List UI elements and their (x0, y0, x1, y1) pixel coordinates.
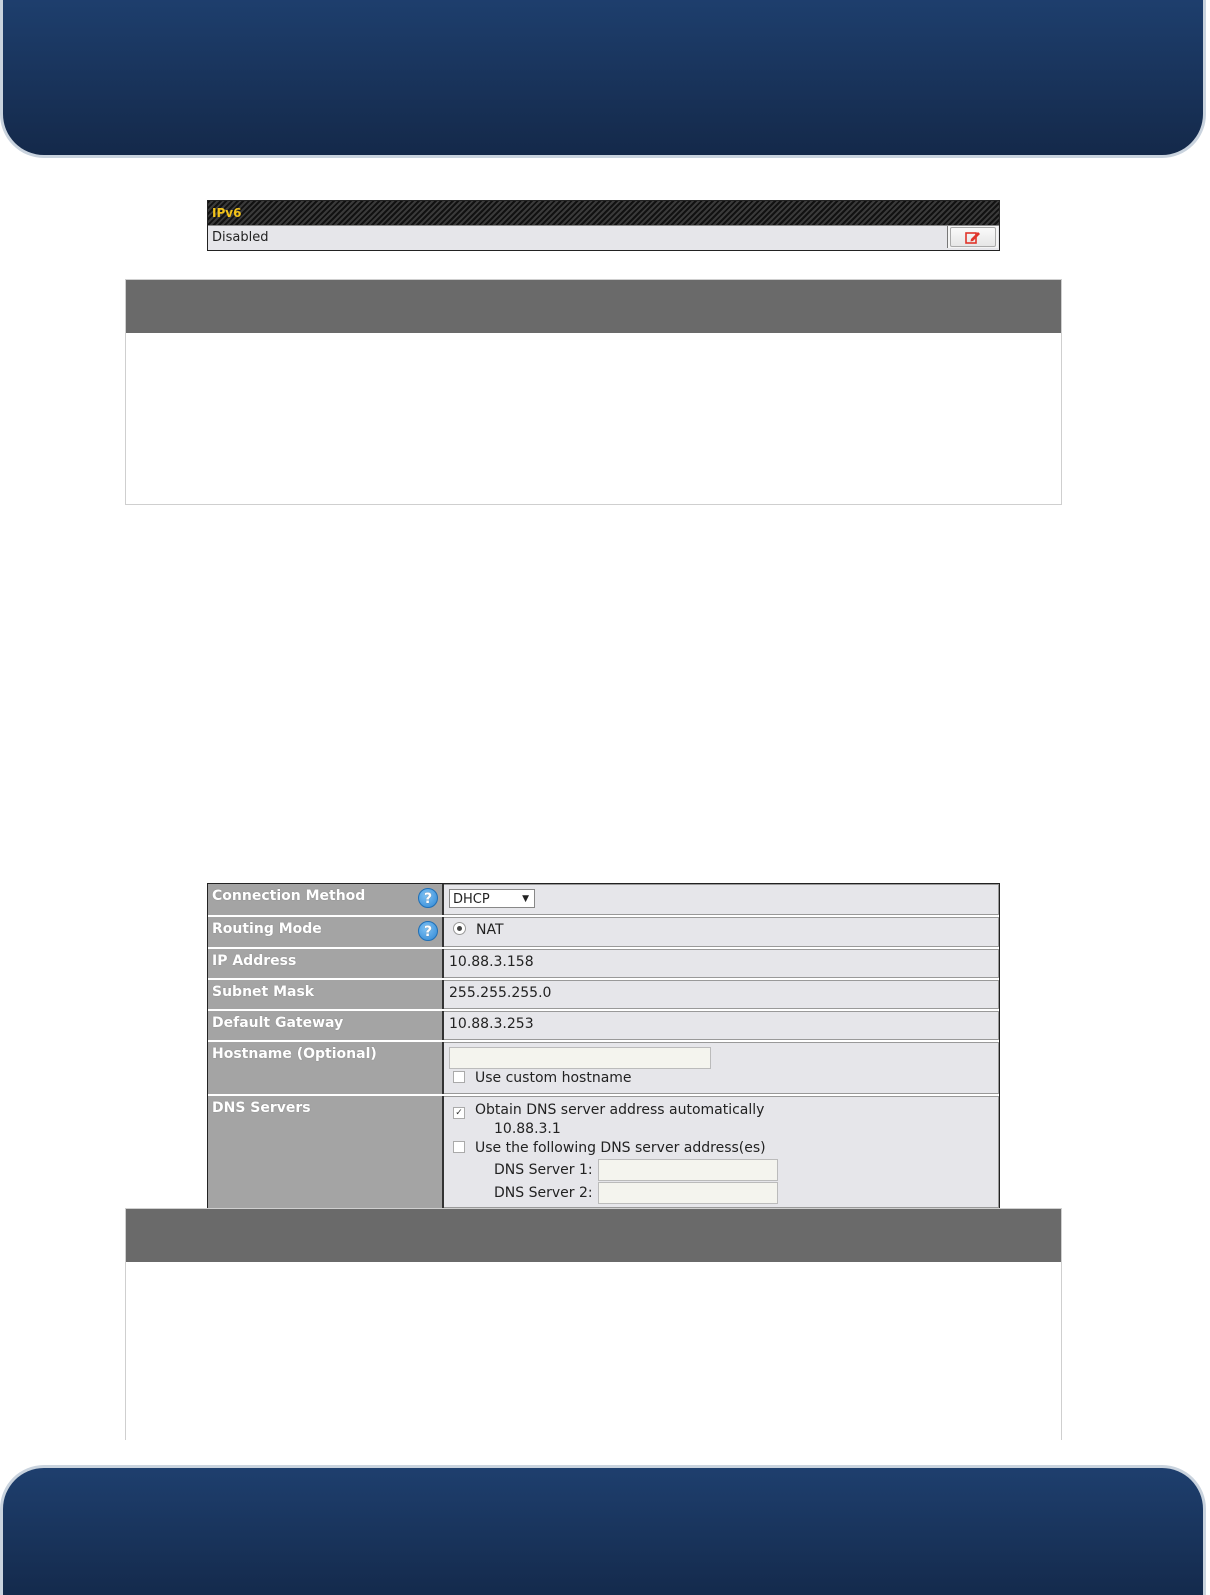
subnet-mask-value: 255.255.255.0 (444, 980, 999, 1009)
wan-settings-table (207, 883, 1000, 1209)
hostname-label: Hostname (Optional) (208, 1042, 444, 1094)
ipv6-header: IPv6 (208, 201, 999, 225)
default-gateway-label: Default Gateway (208, 1011, 444, 1040)
hostname-input[interactable] (449, 1047, 711, 1069)
dns-server-2-input[interactable] (598, 1182, 778, 1204)
connection-method-select[interactable]: DHCP ▼ (449, 889, 535, 908)
custom-hostname-checkbox[interactable] (453, 1071, 465, 1083)
dns-server-1-label: DNS Server 1: (494, 1161, 593, 1178)
header-band (0, 0, 1206, 158)
dns-server-2-label: DNS Server 2: (494, 1184, 593, 1201)
routing-mode-value: NAT (444, 917, 999, 947)
edit-icon (965, 230, 981, 244)
dns-server-2-row (449, 1181, 998, 1204)
ipv6-table (207, 200, 1000, 251)
info-panel-1-header (126, 280, 1061, 333)
chevron-down-icon: ▼ (522, 894, 529, 904)
nat-radio[interactable] (453, 922, 466, 935)
ip-address-label: IP Address (208, 949, 444, 978)
subnet-mask-label: Subnet Mask (208, 980, 444, 1009)
row-default-gateway (208, 1009, 999, 1040)
routing-mode-label: Routing Mode ? (208, 917, 444, 947)
dns-servers-value (444, 1096, 999, 1208)
dns-server-1-input[interactable] (598, 1159, 778, 1181)
ipv6-edit-button[interactable] (947, 226, 998, 248)
dns-manual-checkbox[interactable] (453, 1141, 465, 1153)
row-routing-mode (208, 915, 999, 947)
footer-band (0, 1465, 1206, 1595)
dns-server-1-row (449, 1158, 998, 1181)
info-panel-2-header (126, 1209, 1061, 1262)
row-connection-method (208, 884, 999, 915)
dns-auto-value: 10.88.3.1 (494, 1121, 561, 1137)
hostname-value (444, 1042, 999, 1094)
row-subnet-mask (208, 978, 999, 1009)
help-icon[interactable]: ? (418, 888, 438, 908)
dns-manual-option: Use the following DNS server address(es) (449, 1139, 998, 1158)
info-panel-1 (125, 279, 1062, 505)
custom-hostname-option: Use custom hostname (449, 1069, 998, 1088)
ipv6-row (208, 225, 999, 250)
connection-method-label: Connection Method ? (208, 884, 444, 915)
ip-address-value: 10.88.3.158 (444, 949, 999, 978)
dns-auto-checkbox[interactable]: ✓ (453, 1107, 465, 1119)
ipv6-status: Disabled (212, 230, 269, 245)
dns-auto-option: ✓ Obtain DNS server address automatically (449, 1101, 998, 1120)
row-dns-servers (208, 1094, 999, 1208)
connection-method-value (444, 884, 999, 915)
row-hostname (208, 1040, 999, 1094)
dns-servers-label: DNS Servers (208, 1096, 444, 1208)
info-panel-2 (125, 1208, 1062, 1440)
help-icon[interactable]: ? (418, 921, 438, 941)
default-gateway-value: 10.88.3.253 (444, 1011, 999, 1040)
row-ip-address (208, 947, 999, 978)
